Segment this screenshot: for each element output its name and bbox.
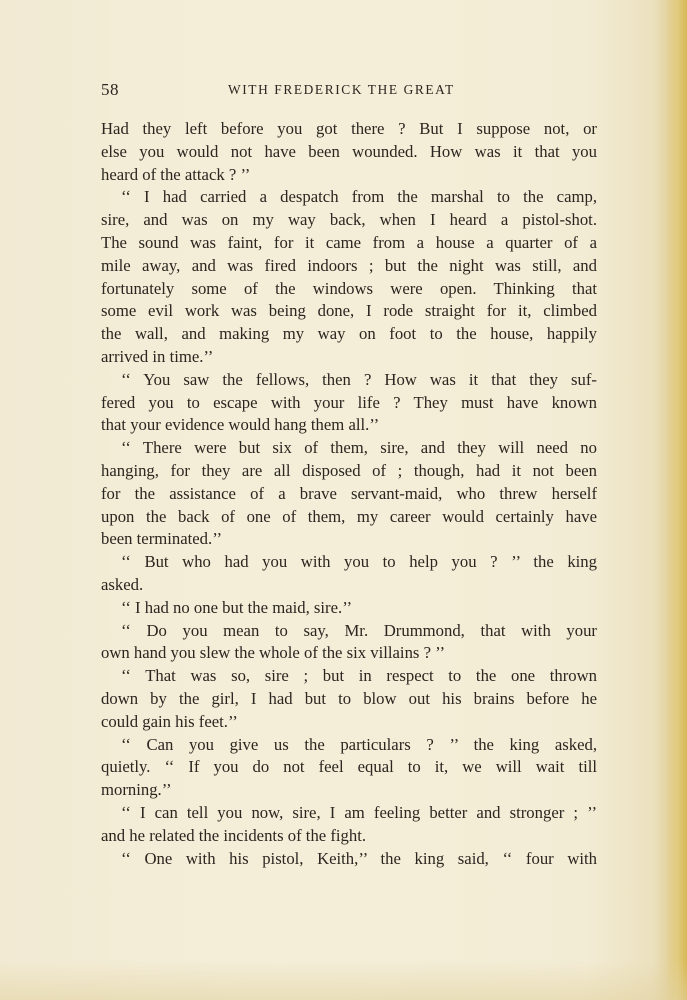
text-line: ‘‘ I had no one but the maid, sire.’’ bbox=[121, 597, 353, 617]
text-line: could gain his feet.’’ bbox=[101, 711, 238, 731]
text-line: mile away, and was fired indoors ; but the night was still, and bbox=[101, 255, 597, 275]
text-line: Had they left before you got there ? But I suppose not, or bbox=[101, 119, 597, 138]
text-line: The sound was faint, for it came from a house a quarter of a bbox=[101, 232, 597, 252]
text-line: else you would not have been wounded. How was it that you bbox=[101, 141, 597, 161]
text-line: sire, and was on my way back, when I heard a pistol-shot. bbox=[101, 210, 597, 230]
text-line: ‘‘ You saw the fellows, then ? How was it that they suf- bbox=[121, 369, 597, 389]
text-line: been terminated.’’ bbox=[101, 529, 223, 549]
text-line: for the assistance of a brave servant-maid, who threw herself bbox=[101, 483, 597, 503]
body-text bbox=[101, 118, 597, 870]
text-line: upon the back of one of them, my career would certainly have bbox=[101, 506, 597, 526]
text-line: ‘‘ I can tell you now, sire, I am feeling better and stronger ; ’’ bbox=[121, 802, 597, 822]
text-line: and he related the incidents of the fight. bbox=[101, 825, 367, 845]
text-line: ‘‘ I had carried a despatch from the marshal to the camp, bbox=[121, 187, 597, 207]
text-line: fortunately some of the windows were open. Thinking that bbox=[101, 278, 597, 298]
text-line: arrived in time.’’ bbox=[101, 346, 214, 366]
text-line: heard of the attack ? ’’ bbox=[101, 164, 251, 184]
text-line: quietly. ‘‘ If you do not feel equal to it, we will wait till bbox=[101, 757, 597, 777]
text-line: the wall, and making my way on foot to the house, happily bbox=[101, 324, 597, 344]
text-line: ‘‘ Do you mean to say, Mr. Drummond, that with your bbox=[121, 620, 597, 640]
text-line: ‘‘ There were but six of them, sire, and they will need no bbox=[121, 438, 597, 458]
text-line: ‘‘ But who had you with you to help you ? ’’ the king bbox=[121, 552, 597, 572]
text-line: ‘‘ That was so, sire ; but in respect to the one thrown bbox=[121, 666, 597, 686]
text-line: asked. bbox=[101, 574, 144, 594]
text-line: some evil work was being done, I rode straight for it, climbed bbox=[101, 301, 597, 321]
text-line: that your evidence would hang them all.’’ bbox=[101, 415, 380, 435]
running-head: WITH FREDERICK THE GREAT bbox=[228, 82, 455, 97]
page-edge-shading bbox=[665, 0, 687, 1000]
text-line: morning.’’ bbox=[101, 780, 172, 800]
text-line: hanging, for they are all disposed of ; though, had it not been bbox=[101, 460, 597, 480]
page-bottom-shading bbox=[0, 960, 687, 1000]
page-number: 58 bbox=[101, 80, 119, 99]
text-line: ‘‘ Can you give us the particulars ? ’’ the king asked, bbox=[121, 734, 597, 754]
text-line: fered you to escape with your life ? They must have known bbox=[101, 392, 597, 412]
page-header bbox=[101, 80, 597, 104]
text-line: own hand you slew the whole of the six villains ? ’’ bbox=[101, 643, 446, 663]
text-line: ‘‘ One with his pistol, Keith,’’ the king said, ‘‘ four with bbox=[121, 848, 597, 868]
text-line: down by the girl, I had but to blow out his brains before he bbox=[101, 688, 597, 708]
